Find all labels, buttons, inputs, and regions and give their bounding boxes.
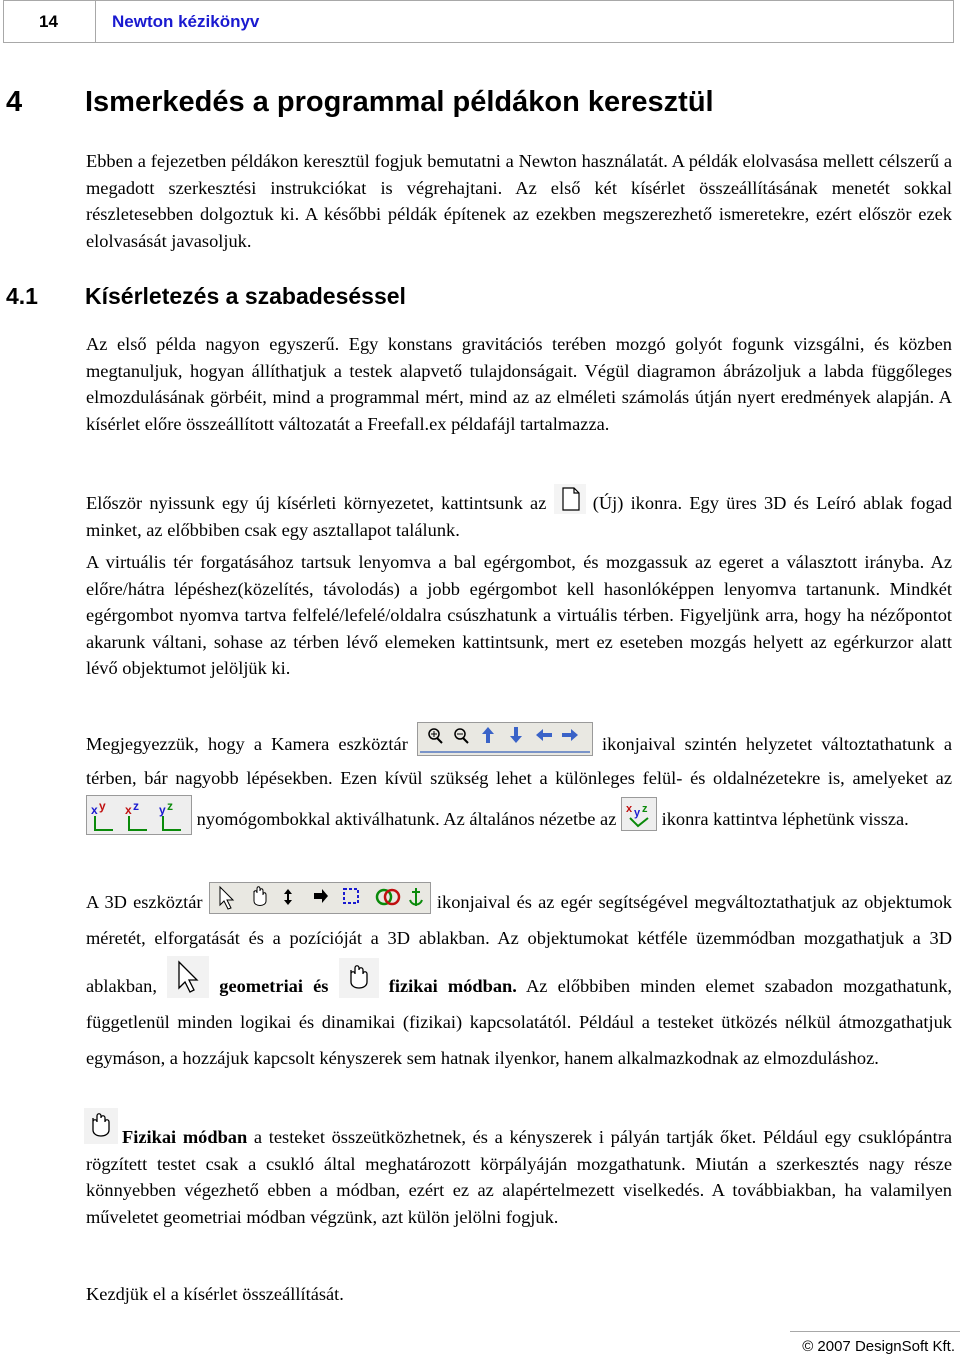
view-yz-icon[interactable] <box>159 799 181 830</box>
text: A 3D eszköztár <box>86 892 209 912</box>
paragraph-freefall: Az első példa nagyon egyszerű. Egy konstans gravitációs terében mozgó golyót fogunk vizsgálni, és közben megtanuljuk, hogyan állíthatjuk a testek alapvető tulajdonságait. Végül diagramon ábrázoljuk a labda függőleges elmozdulásának görbéit, mind a programmal mért, mind az az elméleti számolás útján nyert eredmények alapján. A kísérlet előre összeállított változatát a Freefall.ex példafájl tartalmazza. <box>86 334 952 434</box>
svg-text:y: y <box>159 803 166 817</box>
toolbar-3d[interactable] <box>209 882 431 914</box>
text: a testeket összeütközhetnek, és a kényszerek i pályán tartják őket. Például egy csuklópántra rögzített testet csak a csukló által meghatározott körpályáján mozgathatunk. Miután a szerkesztés nagy része könnyebben végezhető ebben a módban, ezért ez az alapértelmezett viselkedés. A továbbiakban, ha valamilyen műveletet geometriai módban végzünk, azt külön jelölni fogjuk. <box>86 1127 953 1227</box>
geometric-mode-label: geometriai és <box>219 976 329 996</box>
chapter-number: 4 <box>6 86 23 118</box>
section-heading <box>6 279 406 313</box>
text: ikonra kattintva léphetünk vissza. <box>656 809 909 829</box>
footer-divider <box>790 1331 960 1332</box>
text: ikonjaival és az egér segítségével megváltoztathatjuk az objektumok méretét, elforgatását és a pozícióját a 3D ablakban. Az objektumokat kétféle üzemmódban mozgathatjuk a 3D ablakban, <box>86 892 953 996</box>
physical-mode-title: Fizikai módban <box>122 1127 248 1147</box>
paragraph-physical-mode <box>86 1124 952 1230</box>
view-xy-icon[interactable] <box>91 799 113 830</box>
page-header <box>3 0 954 43</box>
svg-text:z: z <box>133 799 139 813</box>
view-xz-icon[interactable] <box>125 799 147 830</box>
geometric-mode-icon[interactable] <box>167 956 209 998</box>
text: Megjegyezzük, hogy a Kamera eszköztár <box>86 734 417 754</box>
physical-mode-icon[interactable] <box>339 958 379 998</box>
section-number: 4.1 <box>6 283 38 309</box>
footer-copyright: © 2007 DesignSoft Kft. <box>802 1338 955 1355</box>
section-title: Kísérletezés a szabadeséssel <box>85 283 406 309</box>
chapter-title: Ismerkedés a programmal példákon keresztül <box>85 86 714 118</box>
text: Az előbbiben minden elemet szabadon mozgathatunk, függetlenül minden logikai és dinamikai (fizikai) kapcsolatától. Például a testeket ütközés nélkül átmozgathatjuk egymáson, a hozzájuk kapcsolt kényszerek sem hatnak ilyenkor, hanem alkalmazkodnak az elmozduláshoz. <box>86 976 952 1068</box>
text: ikonjaival szintén helyzetet változtathatunk a térben, bár nagyobb lépésekben. Ezen kívül szükség lehet a különleges felül- és oldalnézetekre is, amelyeket az <box>86 734 952 788</box>
header-title: Newton kézikönyv <box>112 12 260 31</box>
new-document-icon[interactable] <box>554 484 586 514</box>
svg-text:z: z <box>167 799 173 813</box>
svg-text:z: z <box>641 803 648 815</box>
paragraph-new-experiment <box>86 484 952 543</box>
text: (Új) ikonra. Egy üres 3D és Leíró ablak fogad minket, az előbbiben csak egy asztallapot találunk. <box>86 493 952 540</box>
paragraph-camera-toolbar <box>86 722 952 836</box>
paragraph-start: Kezdjük el a kísérlet összeállítását. <box>86 1284 344 1304</box>
svg-text:y: y <box>99 799 106 813</box>
camera-toolbar[interactable] <box>417 722 593 756</box>
view-buttons <box>86 795 192 835</box>
svg-text:x: x <box>625 803 633 815</box>
text: nyomógombokkal aktiválhatunk. Az általános nézetbe az <box>192 809 621 829</box>
svg-text:x: x <box>125 803 132 817</box>
svg-text:x: x <box>91 803 98 817</box>
page-number: 14 <box>4 1 96 42</box>
chapter-heading <box>6 82 714 122</box>
text: Először nyissunk egy új kísérleti környezetet, kattintsunk az <box>86 493 554 513</box>
paragraph-3d-toolbar <box>86 882 952 1076</box>
svg-text:y: y <box>633 807 641 819</box>
physical-mode-label: fizikai módban. <box>388 976 517 996</box>
view-xyz-icon[interactable] <box>621 797 657 831</box>
intro-paragraph: Ebben a fejezetben példákon keresztül fogjuk bemutatni a Newton használatát. A példák elolvasása mellett célszerű a megadott szerkesztési instrukciókat is végrehajtani. Az első két kísérlet összeállításának menetét sokkal részletesebben dolgoztuk ki. A későbbi példák építenek az ezekben megszerezhető ismeretekre, ezért először ezek elolvasását javasoljuk. <box>86 151 952 251</box>
paragraph-navigation: A virtuális tér forgatásához tartsuk lenyomva a bal egérgombot, és mozgassuk az egeret a választott irányba. Az előre/hátra lépéshez(közelítés, távolodás) a jobb egérgombot kell hasonlóképpen lenyomva tartanunk. Mindkét egérgombot nyomva tartva felfelé/lefelé/oldalra csúszhatunk a virtuális térben. Figyeljünk arra, hogy ha nézőpontot akarunk váltani, sohase az térben lévő elemeken kattintsunk, mert ez eseteben mozgás helyett az egérkurzor alatt lévő objektumot jelöljük ki. <box>86 552 952 678</box>
